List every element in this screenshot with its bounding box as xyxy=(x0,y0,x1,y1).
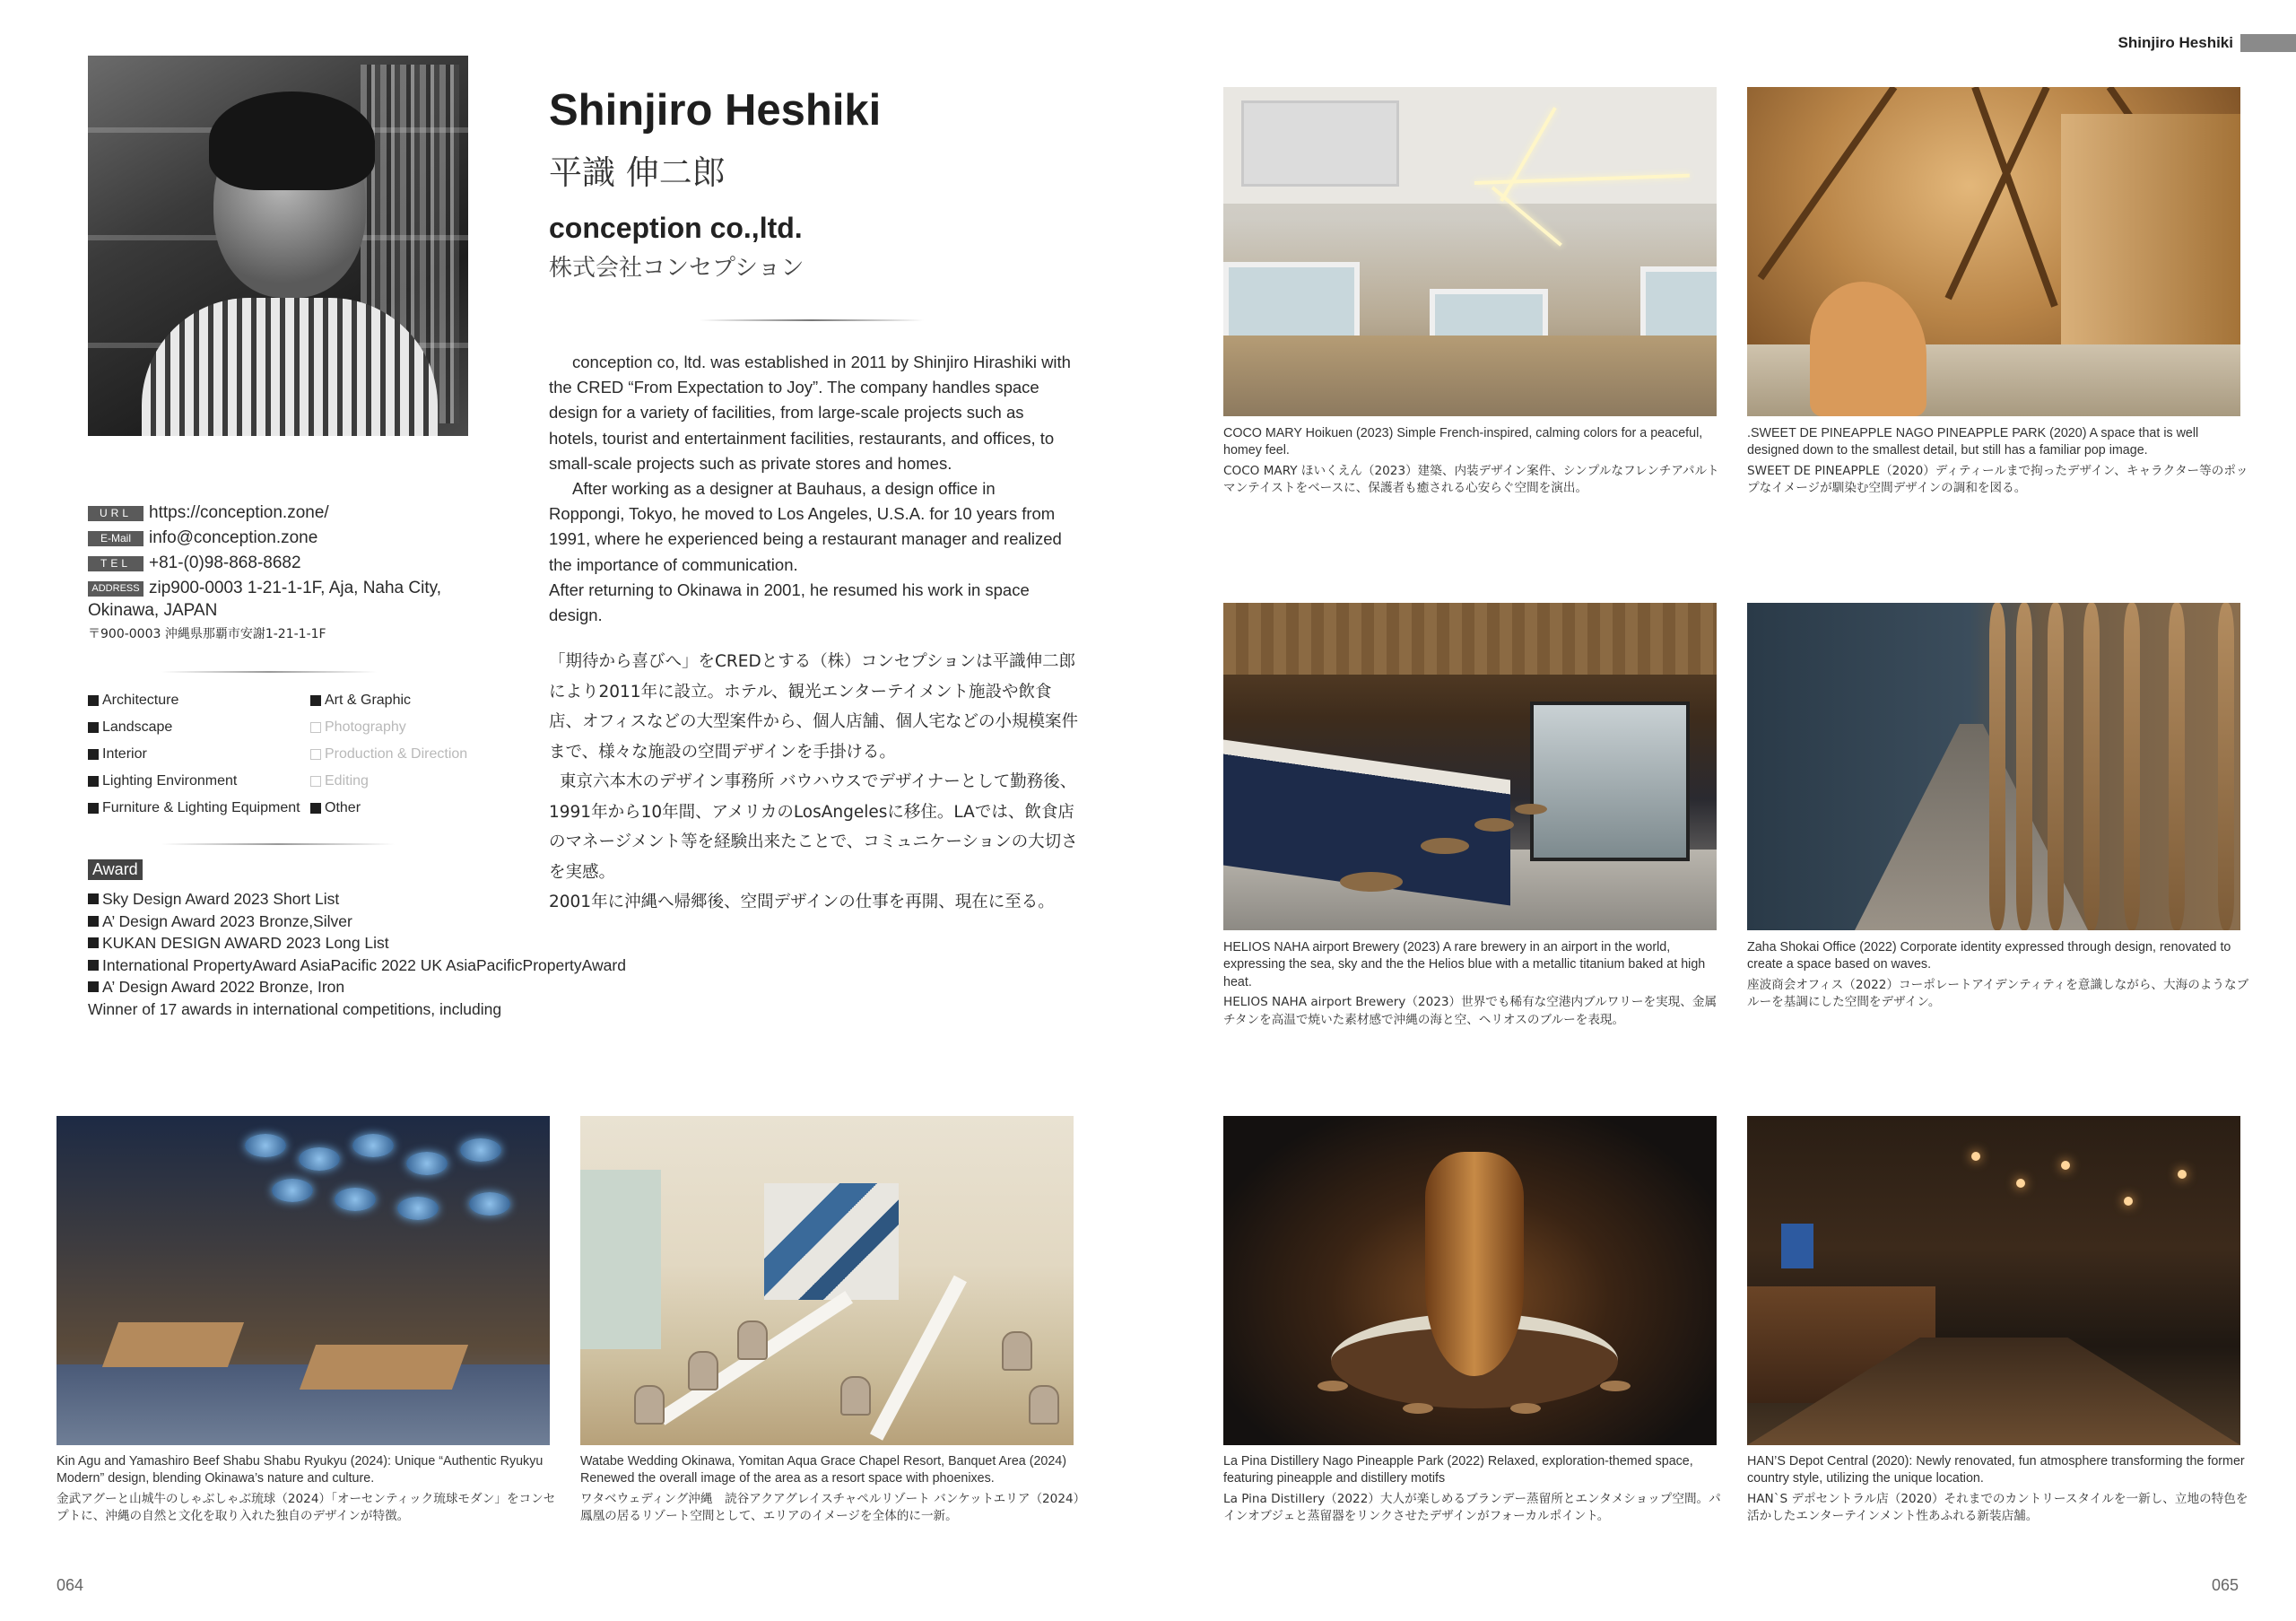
category-label: Furniture & Lighting Equipment xyxy=(102,800,300,815)
category-label: Lighting Environment xyxy=(102,773,238,789)
category-label: Interior xyxy=(102,746,147,762)
wave-panel-graphic xyxy=(2048,603,2064,930)
running-head: Shinjiro Heshiki xyxy=(2118,34,2233,51)
ceiling-graphic xyxy=(1223,603,1717,675)
caption-en: La Pina Distillery Nago Pineapple Park (2022) Relaxed, exploration-themed space, featuring pineapple and distillery motifs xyxy=(1223,1454,1693,1486)
category-label: Other xyxy=(325,800,361,815)
caption-hans-depot xyxy=(1747,1453,2249,1526)
wall-art-graphic xyxy=(764,1183,899,1300)
award-tag: Award xyxy=(88,859,143,880)
award-item xyxy=(88,888,734,911)
designer-name-en: Shinjiro Heshiki xyxy=(549,86,882,135)
company-name-jp: 株式会社コンセプション xyxy=(549,255,804,282)
checkbox-square-icon xyxy=(310,776,321,787)
bullet-square-icon xyxy=(88,981,99,992)
project-photo-hans-depot xyxy=(1747,1116,2240,1445)
banquet-table-graphic xyxy=(870,1276,967,1441)
wave-panel-graphic xyxy=(2016,603,2032,930)
table-graphic xyxy=(300,1345,468,1390)
award-text: KUKAN DESIGN AWARD 2023 Long List xyxy=(102,934,389,952)
category-item xyxy=(88,772,310,790)
project-photo-zaha-office xyxy=(1747,603,2240,930)
caption-jp: ワタベウェディング沖縄 読谷アクアグレイスチャペルリゾート バンケットエリア（2024）鳳凰の居るリゾート空間として、エリアのイメージを全体的に一新。 xyxy=(580,1491,1080,1524)
chair-graphic xyxy=(1002,1331,1032,1371)
wave-panel-graphic xyxy=(2124,603,2140,930)
checkbox-square-icon xyxy=(88,695,99,706)
checkbox-square-icon xyxy=(88,803,99,814)
address-jp: 〒900-0003 沖縄県那覇市安謝1-21-1-1F xyxy=(88,627,326,641)
bio-jp-paragraph: 東京六本木のデザイン事務所 バウハウスでデザイナーとして勤務後、1991年から10年間、アメリカのLosAngelesに移住。LAでは、飲食店のマネージメント等を経験出来たことで、コミュニケーションの大切さを実感。 xyxy=(549,772,1078,882)
wood-beam-graphic xyxy=(1758,87,1898,280)
chair-graphic xyxy=(1029,1385,1059,1425)
award-text: International PropertyAward AsiaPacific 2022 UK AsiaPacificPropertyAward xyxy=(102,955,626,974)
caption-en: Zaha Shokai Office (2022) Corporate identity expressed through design, renovated to create a space based on waves. xyxy=(1747,940,2231,972)
award-item xyxy=(88,911,734,933)
caption-en: .SWEET DE PINEAPPLE NAGO PINEAPPLE PARK (2020) A space that is well designed down to the smallest detail, but still has a familiar pop image. xyxy=(1747,426,2199,458)
checkbox-square-icon xyxy=(88,722,99,733)
url-link[interactable]: https://conception.zone/ xyxy=(149,503,329,522)
checkbox-square-icon xyxy=(310,722,321,733)
floor-graphic xyxy=(1223,336,1717,416)
caption-helios-brewery xyxy=(1223,939,1726,1029)
chair-graphic xyxy=(634,1385,665,1425)
bullet-square-icon xyxy=(88,916,99,927)
project-photo-sweet-de-pineapple xyxy=(1747,87,2240,416)
table-graphic xyxy=(102,1322,244,1367)
category-item xyxy=(310,745,499,763)
stool-graphic xyxy=(1515,804,1547,815)
bio-jp xyxy=(549,647,1078,918)
checkbox-square-icon xyxy=(310,803,321,814)
wave-panel-graphic xyxy=(2169,603,2185,930)
wood-beam-graphic xyxy=(1971,87,2057,308)
tel-tag: TEL xyxy=(88,556,144,571)
caption-watabe-wedding xyxy=(580,1453,1083,1526)
stool-graphic xyxy=(1403,1403,1433,1414)
category-item xyxy=(310,719,499,736)
category-list xyxy=(88,692,500,817)
copper-still-graphic xyxy=(1425,1152,1524,1376)
caption-zaha-office xyxy=(1747,939,2249,1012)
project-photo-watabe-wedding xyxy=(580,1116,1074,1445)
stool-graphic xyxy=(1474,818,1514,832)
category-item xyxy=(88,719,310,736)
pendant-lamp-graphic xyxy=(2016,1179,2025,1188)
page-number-left: 064 xyxy=(57,1576,84,1594)
award-text: A’ Design Award 2022 Bronze, Iron xyxy=(102,978,345,996)
category-item xyxy=(88,692,310,710)
ceiling-light-disc-graphic xyxy=(299,1147,340,1171)
chair-graphic xyxy=(737,1320,768,1360)
bio-en-paragraph: conception co, ltd. was established in 2011 by Shinjiro Hirashiki with the CRED “From Expectation to Joy”. The company handles space design for a variety of facilities, from large-scale projects such as hotels, tourist and entertainment facilities, restaurants, and offices, to small-scale projects such as private stores and homes. xyxy=(549,353,1071,473)
checkbox-square-icon xyxy=(88,749,99,760)
category-label: Production & Direction xyxy=(325,746,468,762)
window-graphic xyxy=(580,1170,661,1349)
email-link[interactable]: info@conception.zone xyxy=(149,528,318,547)
email-tag: E-Mail xyxy=(88,531,144,546)
designer-portrait xyxy=(88,56,468,436)
category-item xyxy=(310,799,499,817)
bio-jp-paragraph: 2001年に沖縄へ帰郷後、空間デザインの仕事を再開、現在に至る。 xyxy=(549,893,1055,911)
caption-coco-mary xyxy=(1223,425,1726,498)
category-item xyxy=(310,772,499,790)
caption-en: COCO MARY Hoikuen (2023) Simple French-inspired, calming colors for a peaceful, homey feel. xyxy=(1223,426,1703,458)
caption-en: HELIOS NAHA airport Brewery (2023) A rare brewery in an airport in the world, expressing the sea, sky and the the Helios blue with a metallic titanium baked at high heat. xyxy=(1223,940,1706,989)
caption-jp: COCO MARY ほいくえん（2023）建築、内装デザイン案件、シンプルなフレンチアパルトマンテイストをベースに、保護者も癒される心安らぐ空間を演出。 xyxy=(1223,463,1719,496)
striped-shirt-graphic xyxy=(142,298,438,436)
project-photo-la-pina-distillery xyxy=(1223,1116,1717,1445)
award-text: A’ Design Award 2023 Bronze,Silver xyxy=(102,911,352,930)
ceiling-light-disc-graphic xyxy=(245,1134,286,1157)
caption-en: Watabe Wedding Okinawa, Yomitan Aqua Grace Chapel Resort, Banquet Area (2024) Renewed the overall image of the area as a resort space with phoenixes. xyxy=(580,1454,1067,1486)
contact-tel-row xyxy=(88,551,483,576)
running-head-bar xyxy=(2240,34,2296,52)
pendant-lamp-graphic xyxy=(2124,1197,2133,1206)
award-text: Sky Design Award 2023 Short List xyxy=(102,890,340,908)
pineapple-sculpture-graphic xyxy=(1810,282,1926,416)
contact-block xyxy=(88,501,483,646)
chair-graphic xyxy=(840,1376,871,1416)
stool-graphic xyxy=(1318,1381,1348,1391)
page-number-right: 065 xyxy=(2211,1576,2239,1594)
checkbox-square-icon xyxy=(88,776,99,787)
caption-en: Kin Agu and Yamashiro Beef Shabu Shabu Ryukyu (2024): Unique “Authentic Ryukyu Modern” design, blending Okinawa’s nature and culture. xyxy=(57,1454,544,1486)
designer-name-jp: 平識 伸二郎 xyxy=(549,153,726,192)
caption-jp: La Pina Distillery（2022）大人が楽しめるブランデー蒸留所とエンタメショップ空間。パインオブジェと蒸留器をリンクさせたデザインがフォーカルポイント。 xyxy=(1223,1491,1721,1524)
caption-jp: 金武アグーと山城牛のしゃぶしゃぶ琉球（2024）「オーセンティック琉球モダン」をコンセプトに、沖縄の自然と文化を取り入れた独自のデザインが特徴。 xyxy=(57,1491,556,1524)
bio-en-paragraph: After returning to Okinawa in 2001, he resumed his work in space design. xyxy=(549,580,1030,625)
category-label: Landscape xyxy=(102,719,173,735)
ceiling-light-disc-graphic xyxy=(406,1152,448,1175)
bullet-square-icon xyxy=(88,937,99,948)
divider xyxy=(700,319,924,321)
url-tag: URL xyxy=(88,506,144,521)
category-item xyxy=(88,745,310,763)
stool-graphic xyxy=(1421,838,1469,854)
contact-url-row xyxy=(88,501,483,526)
divider xyxy=(161,671,377,673)
project-photo-helios-brewery xyxy=(1223,603,1717,930)
bullet-square-icon xyxy=(88,960,99,971)
wave-panel-graphic xyxy=(2218,603,2234,930)
category-label: Art & Graphic xyxy=(325,693,412,708)
award-item xyxy=(88,976,734,998)
ceiling-light-disc-graphic xyxy=(272,1179,313,1202)
address-line: Okinawa, JAPAN xyxy=(88,601,218,620)
stool-graphic xyxy=(1600,1381,1631,1391)
ceiling-light-disc-graphic xyxy=(397,1197,439,1220)
project-photo-kin-agu xyxy=(57,1116,550,1445)
category-item xyxy=(88,799,310,817)
ceiling-light-disc-graphic xyxy=(469,1192,510,1216)
bio-jp-paragraph: 「期待から喜びへ」をCREDとする（株）コンセプションは平識伸二郎により2011年に設立。ホテル、観光エンターテイメント施設や飲食店、オフィスなどの大型案件から、個人店舗、個人宅などの小規模案件まで、様々な施設の空間デザインを手掛ける。 xyxy=(549,652,1078,762)
wave-panel-graphic xyxy=(1989,603,2005,930)
hair-graphic xyxy=(209,92,375,190)
ceiling-light-disc-graphic xyxy=(460,1138,501,1162)
ceiling-light-disc-graphic xyxy=(352,1134,394,1157)
company-name-en: conception co.,ltd. xyxy=(549,212,803,244)
caption-jp: HELIOS NAHA airport Brewery（2023）世界でも稀有な空港内ブルワリーを実現、金属チタンを高温で焼いた素材感で沖縄の海と空、ヘリオスのブルーを表現。 xyxy=(1223,995,1718,1027)
stool-graphic xyxy=(1340,872,1403,892)
contact-email-row xyxy=(88,526,483,551)
checkbox-square-icon xyxy=(310,695,321,706)
caption-jp: SWEET DE PINEAPPLE（2020）ディティールまで拘ったデザイン、キャラクター等のポップなイメージが馴染む空間デザインの調和を図る。 xyxy=(1747,463,2248,496)
awards-note: Winner of 17 awards in international competitions, including xyxy=(88,999,502,1018)
caption-jp: 座波商会オフィス（2022）コーポレートアイデンティティを意識しながら、大海のようなブルーを基調にした空間をデザイン。 xyxy=(1747,977,2249,1010)
award-list xyxy=(88,888,734,1020)
divider xyxy=(161,843,395,845)
ceiling-vent-graphic xyxy=(1241,100,1399,187)
bio-en xyxy=(549,350,1074,628)
caption-jp: HAN`S デポセントラル店（2020）それまでのカントリースタイルを一新し、立地の特色を活かしたエンターテインメント性あふれる新装店舗。 xyxy=(1747,1491,2248,1524)
address-tag: ADDRESS xyxy=(88,581,144,597)
project-photo-coco-mary xyxy=(1223,87,1717,416)
award-item xyxy=(88,954,734,977)
ceiling-light-disc-graphic xyxy=(335,1188,376,1211)
category-item xyxy=(310,692,499,710)
pendant-lamp-graphic xyxy=(1971,1152,1980,1161)
screen-graphic xyxy=(1781,1224,1813,1268)
stool-graphic xyxy=(1510,1403,1541,1414)
contact-address-row xyxy=(88,576,483,601)
wood-beam-graphic xyxy=(1944,87,2049,300)
caption-kin-agu xyxy=(57,1453,559,1526)
category-label: Photography xyxy=(325,719,406,735)
bullet-square-icon xyxy=(88,893,99,904)
wave-panel-graphic xyxy=(2083,603,2100,930)
caption-sweet-de-pineapple xyxy=(1747,425,2249,498)
pendant-lamp-graphic xyxy=(2061,1161,2070,1170)
tel-number: +81-(0)98-868-8682 xyxy=(149,553,301,572)
chair-graphic xyxy=(688,1351,718,1390)
pendant-lamp-graphic xyxy=(2178,1170,2187,1179)
address-line: zip900-0003 1-21-1-1F, Aja, Naha City, xyxy=(149,579,441,597)
category-label: Architecture xyxy=(102,693,179,708)
category-label: Editing xyxy=(325,773,369,789)
caption-en: HAN’S Depot Central (2020): Newly renovated, fun atmosphere transforming the former country style, utilizing the unique location. xyxy=(1747,1454,2245,1486)
checkbox-square-icon xyxy=(310,749,321,760)
award-item xyxy=(88,932,734,954)
bio-en-paragraph: After working as a designer at Bauhaus, a design office in Roppongi, Tokyo, he moved to Los Angeles, U.S.A. for 10 years from 1991, where he experienced being a restaurant manager and realized the importance of communication. xyxy=(549,479,1062,574)
caption-la-pina-distillery xyxy=(1223,1453,1726,1526)
brewery-tank-room-graphic xyxy=(1530,702,1690,861)
